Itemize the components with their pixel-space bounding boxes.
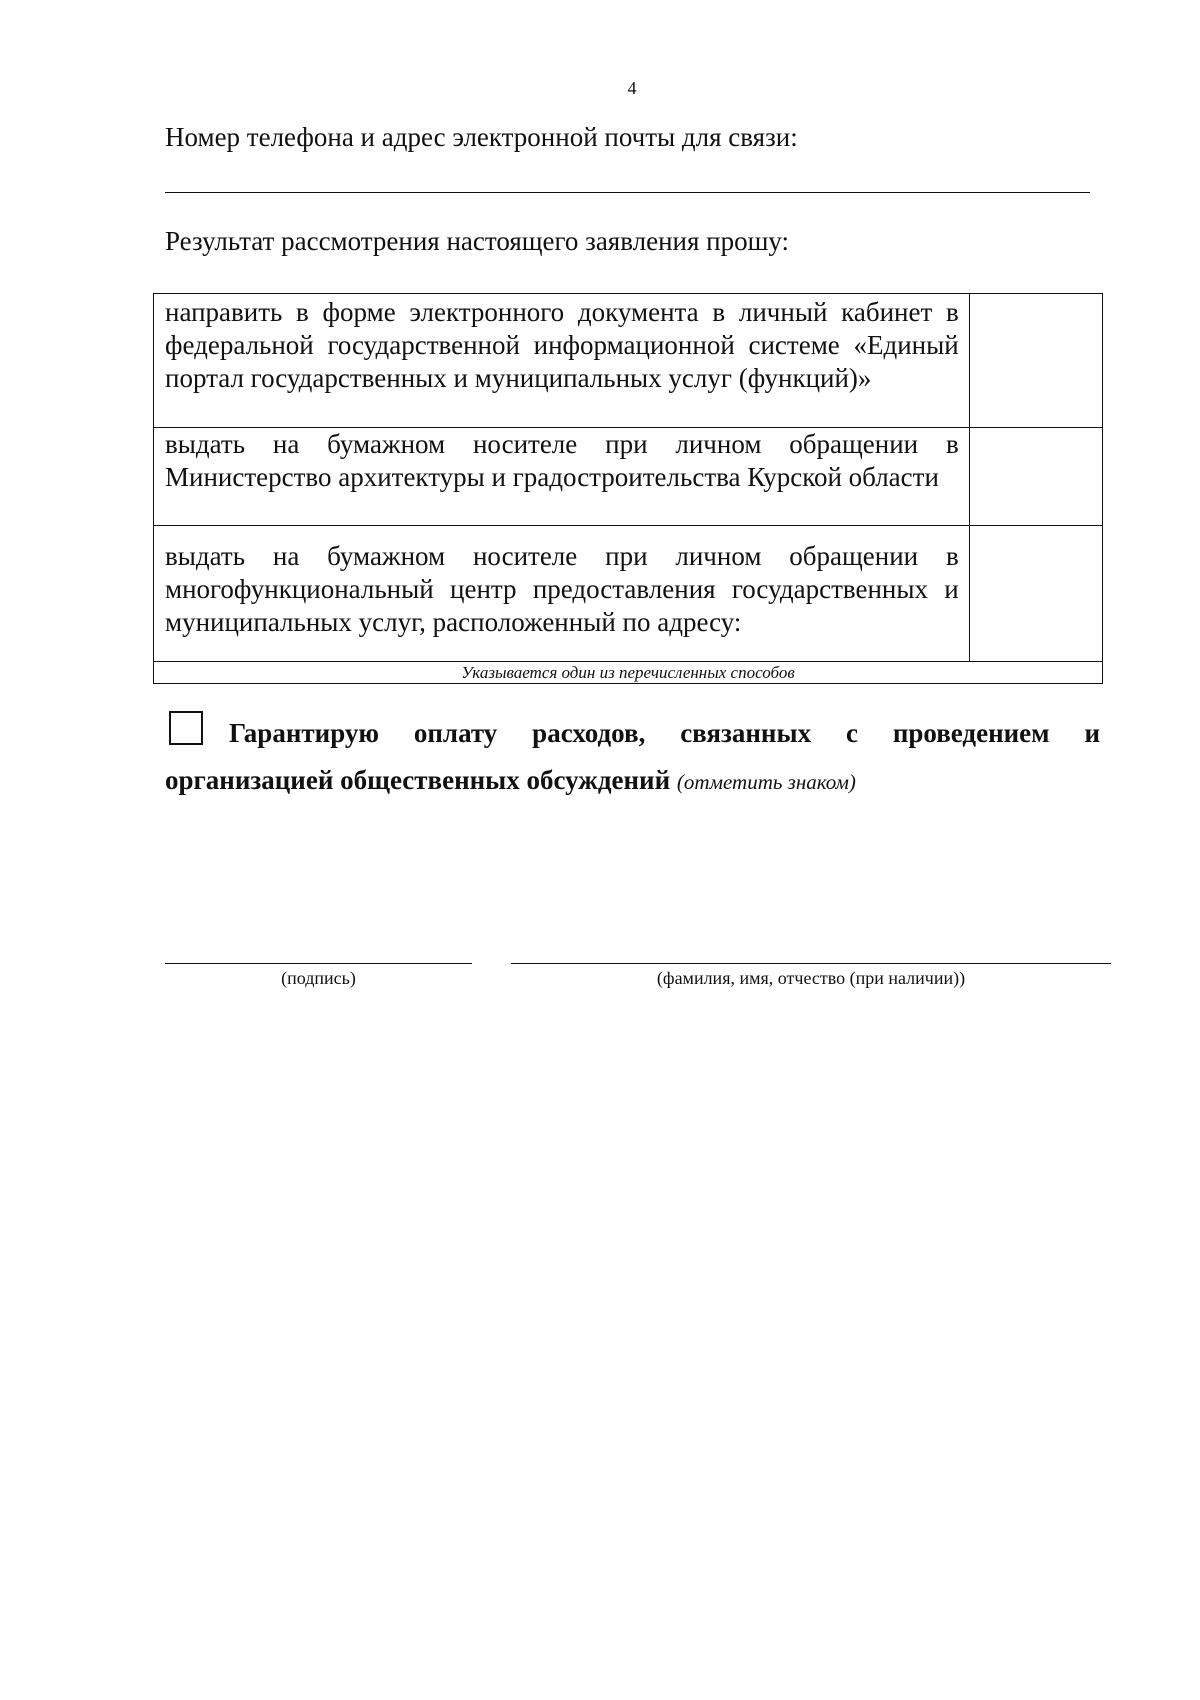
guarantee-note: (отметить знаком) [676, 770, 856, 794]
guarantee-word-3: расходов, [532, 718, 646, 748]
guarantee-word-5: с [845, 718, 858, 748]
option-text-ministry: выдать на бумажном носителе при личном обращении в Министерство архитектуры и градостроительства Курской области [154, 428, 970, 526]
contact-input-line[interactable] [165, 192, 1090, 193]
full-name-caption: (фамилия, имя, отчество (при наличии)) [656, 968, 966, 988]
option-mark-cell-ministry[interactable] [969, 428, 1102, 526]
table-row [154, 662, 1103, 684]
option-text-mfc: выдать на бумажном носителе при личном обращении в многофункциональный центр предоставления государственных и муниципальных услуг, расположенный по адресу: [154, 526, 970, 662]
contact-label: Номер телефона и адрес электронной почты для связи: [165, 122, 798, 152]
delivery-options-table [153, 293, 1103, 684]
guarantee-line-2-text: организацией общественных обсуждений [165, 765, 671, 795]
guarantee-word-4: связанных [680, 718, 812, 748]
table-row [154, 428, 1103, 526]
signature-caption: (подпись) [281, 968, 356, 988]
page-number: 4 [627, 78, 637, 98]
guarantee-line-1 [165, 710, 1100, 757]
guarantee-statement [165, 710, 1100, 806]
options-note: Указывается один из перечисленных способов [154, 662, 1103, 684]
table-row [154, 294, 1103, 428]
option-text-epgu: направить в форме электронного документа в личный кабинет в федеральной государственной информационной системе «Единый портал государственных и муниципальных услуг (функций)» [154, 294, 970, 428]
result-label: Результат рассмотрения настоящего заявления прошу: [165, 226, 790, 256]
full-name-line[interactable] [511, 963, 1111, 964]
guarantee-checkbox[interactable] [169, 711, 203, 745]
signature-line[interactable] [165, 963, 472, 964]
guarantee-word-2: оплату [413, 718, 498, 748]
table-row [154, 526, 1103, 662]
option-mark-cell-mfc[interactable] [969, 526, 1102, 662]
guarantee-word-7: и [1084, 718, 1100, 748]
guarantee-word-1: Гарантирую [165, 710, 379, 757]
guarantee-line-2 [165, 757, 1100, 806]
option-mark-cell-epgu[interactable] [969, 294, 1102, 428]
guarantee-word-6: проведением [892, 718, 1050, 748]
